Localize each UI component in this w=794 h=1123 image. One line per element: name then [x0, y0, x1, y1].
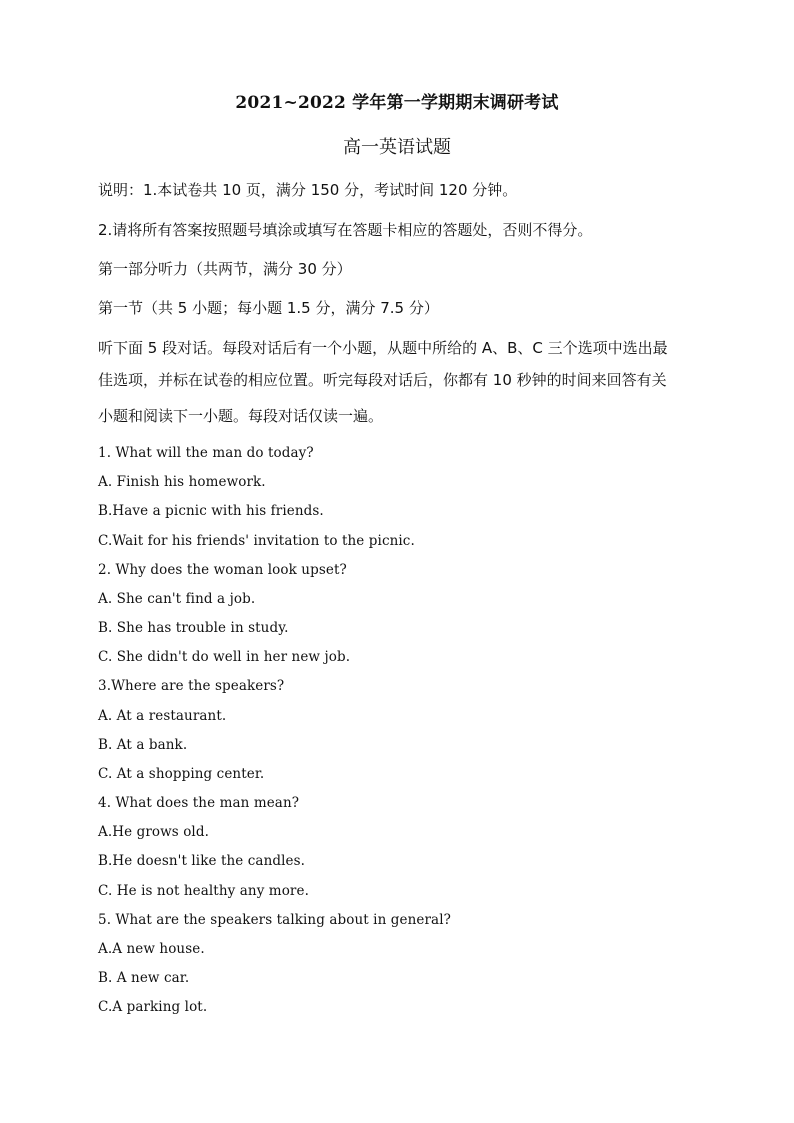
question-4-option-c: C. He is not healthy any more. — [98, 883, 309, 899]
question-5: 5. What are the speakers talking about in general? — [98, 912, 451, 928]
exam-title: 2021~2022 学年第一学期期末调研考试 — [235, 93, 559, 113]
question-5-option-c: C.A parking lot. — [98, 999, 208, 1015]
question-3: 3.Where are the speakers? — [98, 678, 285, 694]
question-5-option-a: A.A new house. — [98, 941, 205, 957]
question-2-option-c: C. She didn't do well in her new job. — [98, 649, 351, 665]
instruction-line-2: 佳选项，并标在试卷的相应位置。听完每段对话后，你都有 10 秒钟的时间来回答有关 — [98, 371, 667, 389]
question-2-option-a: A. She can't find a job. — [98, 591, 256, 607]
question-1-option-c: C.Wait for his friends' invitation to the picnic. — [98, 533, 415, 549]
instruction-line-1: 听下面 5 段对话。每段对话后有一个小题，从题中所给的 A、B、C 三个选项中选出最 — [98, 339, 668, 357]
exam-subtitle: 高一英语试题 — [343, 137, 451, 158]
question-1-option-b: B.Have a picnic with his friends. — [98, 503, 324, 519]
question-4-option-b: B.He doesn't like the candles. — [98, 853, 306, 869]
instructions-paragraph — [98, 332, 708, 432]
section-heading: 第一节（共 5 小题；每小题 1.5 分，满分 7.5 分） — [98, 299, 439, 317]
question-2: 2. Why does the woman look upset? — [98, 562, 347, 578]
question-3-option-b: B. At a bank. — [98, 737, 188, 753]
question-3-option-c: C. At a shopping center. — [98, 766, 265, 782]
question-4-option-a: A.He grows old. — [98, 824, 209, 840]
question-1: 1. What will the man do today? — [98, 445, 314, 461]
instruction-line-3: 小题和阅读下一小题。每段对话仅读一遍。 — [98, 407, 384, 425]
question-1-option-a: A. Finish his homework. — [98, 474, 266, 490]
question-5-option-b: B. A new car. — [98, 970, 190, 986]
part-heading: 第一部分听力（共两节，满分 30 分） — [98, 260, 352, 278]
question-3-option-a: A. At a restaurant. — [98, 708, 227, 724]
question-4: 4. What does the man mean? — [98, 795, 300, 811]
note-2: 2.请将所有答案按照题号填涂或填写在答题卡相应的答题处，否则不得分。 — [98, 221, 593, 239]
note-1: 说明：1.本试卷共 10 页，满分 150 分，考试时间 120 分钟。 — [98, 181, 518, 199]
question-2-option-b: B. She has trouble in study. — [98, 620, 289, 636]
